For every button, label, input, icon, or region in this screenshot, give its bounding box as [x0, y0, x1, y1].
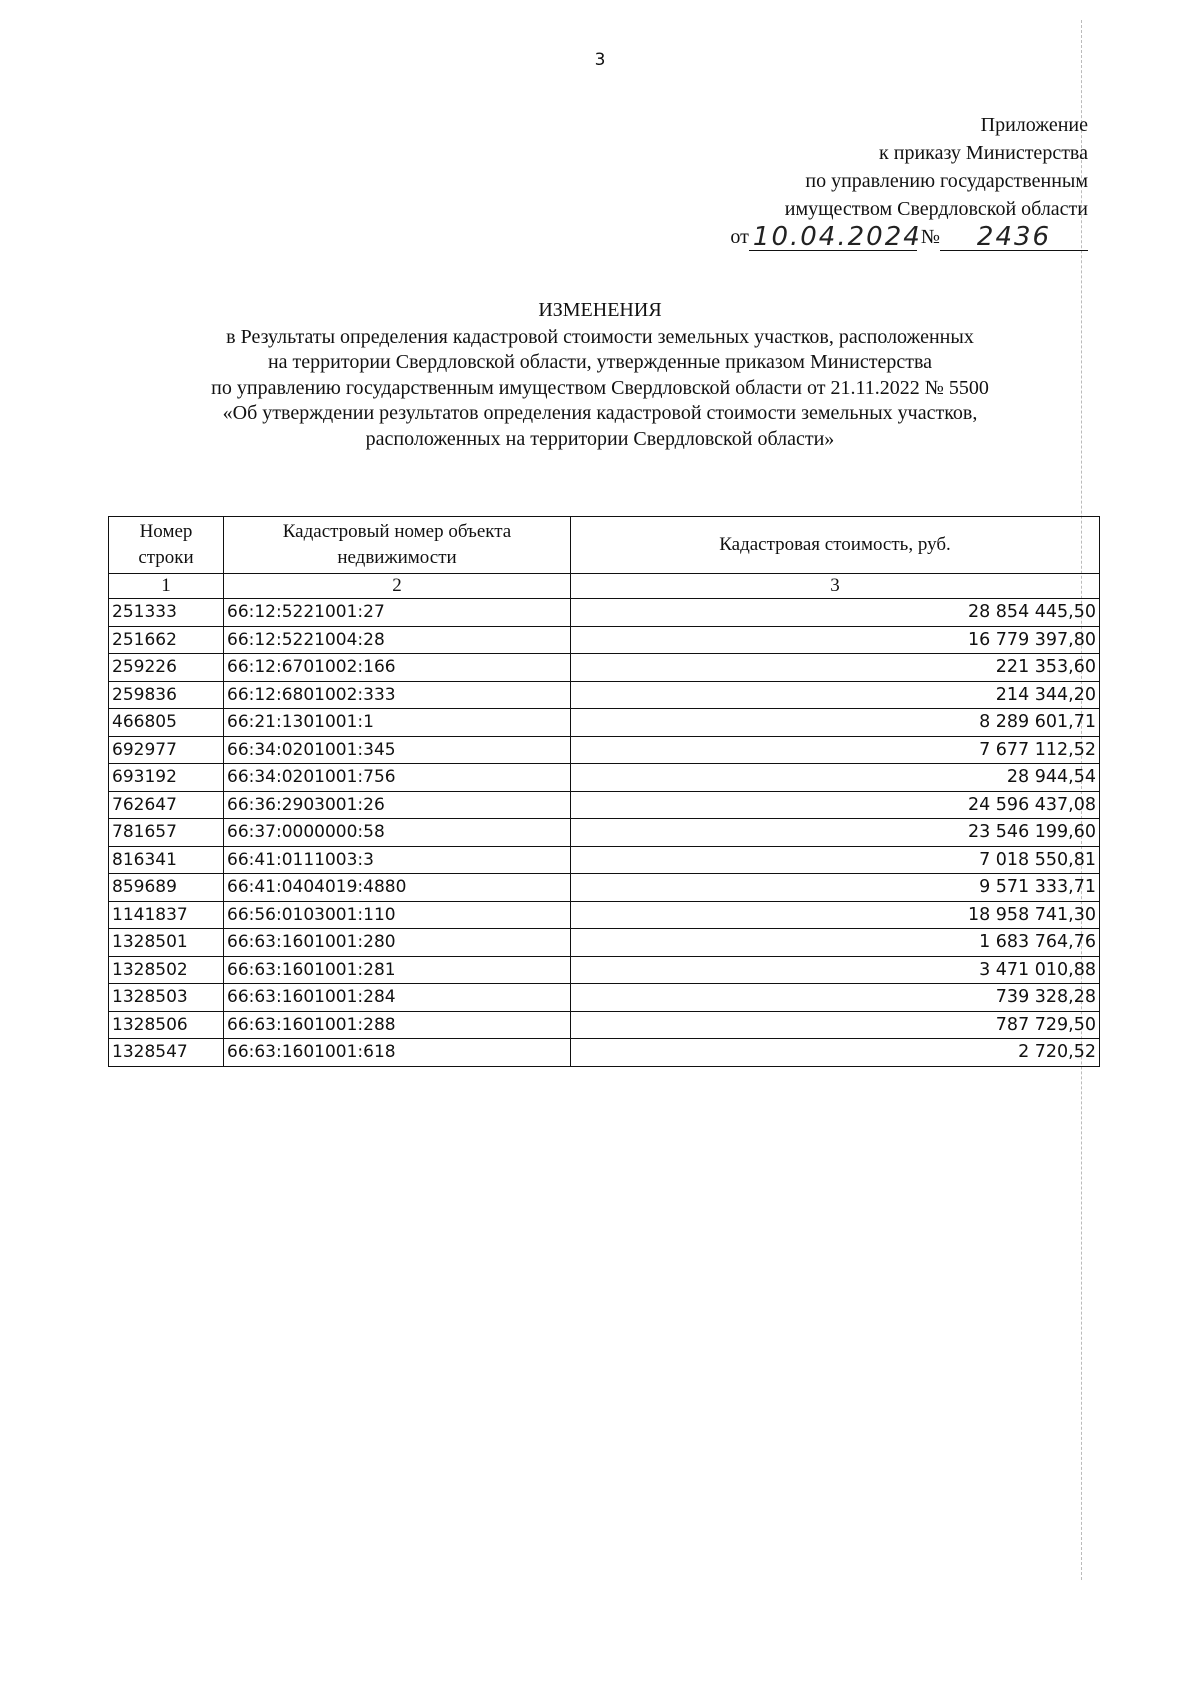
column-index: 2 [224, 574, 571, 599]
row-number-cell: 762647 [109, 791, 224, 819]
cadastral-value-cell: 28 944,54 [571, 764, 1100, 792]
cadastral-number-cell: 66:41:0111003:3 [224, 846, 571, 874]
row-number-cell: 1328502 [109, 956, 224, 984]
row-number-cell: 816341 [109, 846, 224, 874]
header-cadastral-value: Кадастровая стоимость, руб. [571, 517, 1100, 574]
row-number-cell: 251662 [109, 626, 224, 654]
cadastral-value-cell: 214 344,20 [571, 681, 1100, 709]
row-number-cell: 781657 [109, 819, 224, 847]
row-number-cell: 259226 [109, 654, 224, 682]
subtitle-line: «Об утверждении результатов определения кадастровой стоимости земельных участков, [222, 402, 978, 424]
cadastral-value-cell: 221 353,60 [571, 654, 1100, 682]
table-body [109, 599, 1100, 1067]
table-row [109, 681, 1100, 709]
subtitle-line: в Результаты определения кадастровой стоимости земельных участков, расположенных [226, 325, 974, 348]
appendix-line: имуществом Свердловской области [784, 198, 1088, 220]
cadastral-value-cell: 3 471 010,88 [571, 956, 1100, 984]
cadastral-number-cell: 66:34:0201001:345 [224, 736, 571, 764]
cadastral-number-cell: 66:36:2903001:26 [224, 791, 571, 819]
row-number-cell: 1141837 [109, 901, 224, 929]
cadastral-number-cell: 66:41:0404019:4880 [224, 874, 571, 902]
table-row [109, 929, 1100, 957]
header-cadastral-number: Кадастровый номер объекта недвижимости [224, 517, 571, 574]
appendix-line: Приложение [980, 114, 1088, 136]
cadastral-value-cell: 787 729,50 [571, 1011, 1100, 1039]
subtitle-line: расположенных на территории Свердловской области» [365, 427, 835, 450]
row-number-cell: 1328547 [109, 1039, 224, 1067]
table-row [109, 764, 1100, 792]
appendix-block [730, 111, 1088, 251]
table-row [109, 1011, 1100, 1039]
cadastral-value-cell: 7 018 550,81 [571, 846, 1100, 874]
cadastral-value-cell: 2 720,52 [571, 1039, 1100, 1067]
row-number-cell: 466805 [109, 709, 224, 737]
cadastral-number-cell: 66:12:5221004:28 [224, 626, 571, 654]
table-row [109, 599, 1100, 627]
header-row-number: Номер строки [109, 517, 224, 574]
row-number-cell: 693192 [109, 764, 224, 792]
document-title: ИЗМЕНЕНИЯ [538, 299, 662, 321]
cadastral-number-cell: 66:56:0103001:110 [224, 901, 571, 929]
cadastral-number-cell: 66:12:6701002:166 [224, 654, 571, 682]
table-row [109, 654, 1100, 682]
table-row [109, 1039, 1100, 1067]
subtitle-line: по управлению государственным имуществом Свердловской области от 21.11.2022 № 5500 [211, 376, 989, 399]
subtitle-line: на территории Свердловской области, утвержденные приказом Министерства [267, 351, 933, 373]
date-prefix: от [730, 226, 749, 248]
number-prefix: № [920, 226, 940, 248]
page-number: 3 [594, 50, 606, 70]
handwritten-date: 10.04.2024 [749, 224, 917, 251]
table-row [109, 956, 1100, 984]
cadastral-number-cell: 66:12:5221001:27 [224, 599, 571, 627]
cadastral-number-cell: 66:12:6801002:333 [224, 681, 571, 709]
appendix-line: по управлению государственным [805, 170, 1088, 192]
cadastral-value-cell: 8 289 601,71 [571, 709, 1100, 737]
row-number-cell: 1328506 [109, 1011, 224, 1039]
row-number-cell: 251333 [109, 599, 224, 627]
cadastral-value-cell: 7 677 112,52 [571, 736, 1100, 764]
cadastral-number-cell: 66:63:1601001:281 [224, 956, 571, 984]
table-header-row [109, 517, 1100, 574]
column-index-row [109, 574, 1100, 599]
document-title-block [0, 298, 1200, 452]
cadastral-value-cell: 28 854 445,50 [571, 599, 1100, 627]
appendix-line: к приказу Министерства [879, 142, 1088, 164]
table-row [109, 846, 1100, 874]
cadastral-value-cell: 739 328,28 [571, 984, 1100, 1012]
row-number-cell: 1328501 [109, 929, 224, 957]
table-row [109, 709, 1100, 737]
row-number-cell: 692977 [109, 736, 224, 764]
cadastral-number-cell: 66:37:0000000:58 [224, 819, 571, 847]
row-number-cell: 259836 [109, 681, 224, 709]
cadastral-value-cell: 23 546 199,60 [571, 819, 1100, 847]
row-number-cell: 859689 [109, 874, 224, 902]
cadastral-number-cell: 66:34:0201001:756 [224, 764, 571, 792]
order-date-line [730, 223, 1088, 251]
cadastral-value-cell: 1 683 764,76 [571, 929, 1100, 957]
table-row [109, 626, 1100, 654]
cadastral-value-cell: 24 596 437,08 [571, 791, 1100, 819]
table-row [109, 819, 1100, 847]
cadastral-value-table [108, 516, 1100, 1067]
table-row [109, 791, 1100, 819]
table-row [109, 984, 1100, 1012]
column-index: 3 [571, 574, 1100, 599]
handwritten-order-number: 2436 [940, 224, 1088, 251]
cadastral-number-cell: 66:21:1301001:1 [224, 709, 571, 737]
table-row [109, 874, 1100, 902]
cadastral-value-cell: 9 571 333,71 [571, 874, 1100, 902]
cadastral-number-cell: 66:63:1601001:280 [224, 929, 571, 957]
cadastral-value-cell: 18 958 741,30 [571, 901, 1100, 929]
cadastral-value-cell: 16 779 397,80 [571, 626, 1100, 654]
column-index: 1 [109, 574, 224, 599]
row-number-cell: 1328503 [109, 984, 224, 1012]
cadastral-number-cell: 66:63:1601001:288 [224, 1011, 571, 1039]
cadastral-number-cell: 66:63:1601001:284 [224, 984, 571, 1012]
table-row [109, 901, 1100, 929]
cadastral-number-cell: 66:63:1601001:618 [224, 1039, 571, 1067]
table-row [109, 736, 1100, 764]
